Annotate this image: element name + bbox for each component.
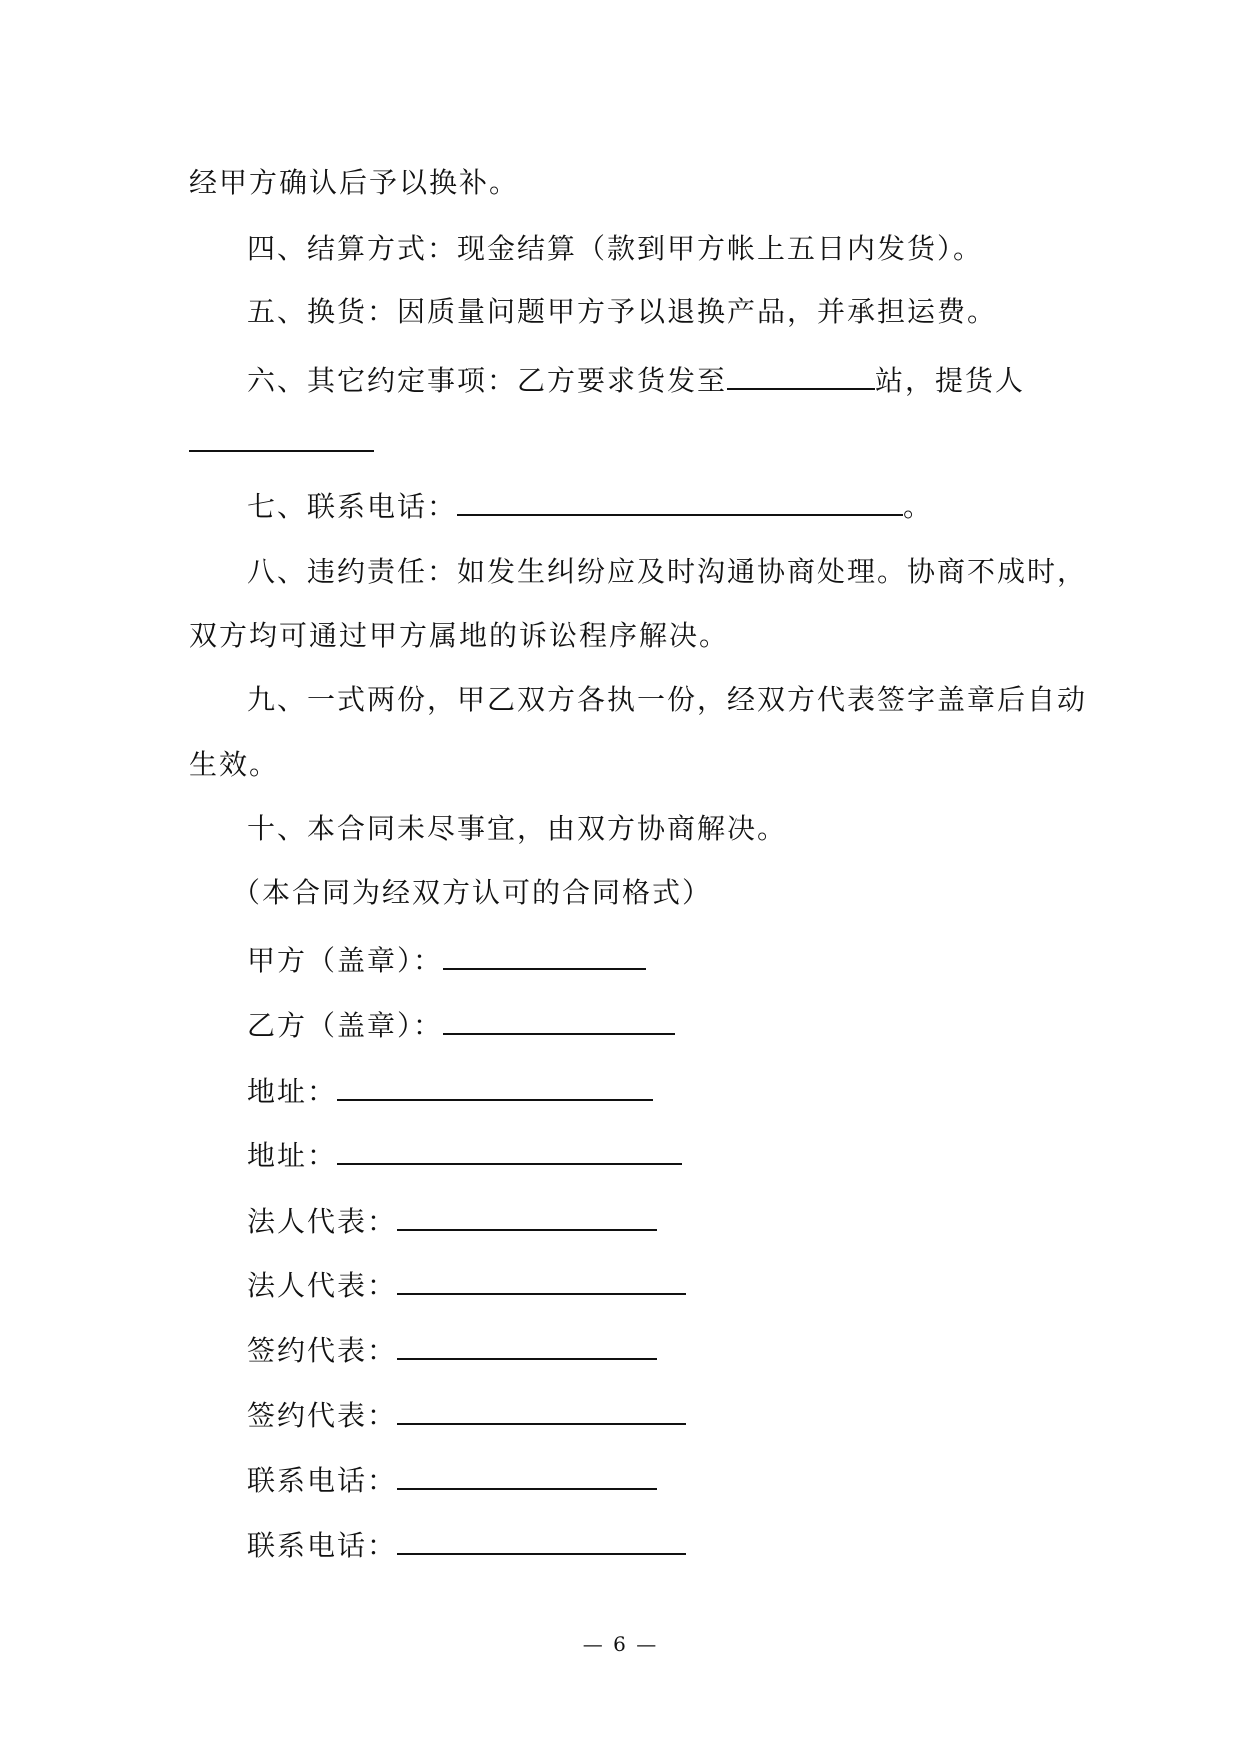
consignee-blank[interactable] xyxy=(189,420,374,452)
clause-8-breach xyxy=(247,552,1087,592)
page-number: — 6 — xyxy=(582,1632,659,1656)
party-b-phone-blank[interactable] xyxy=(397,1523,686,1555)
consignee-blank-line xyxy=(189,420,374,460)
party-a-signatory-field xyxy=(247,1328,657,1368)
line-text: 五、换货：因质量问题甲方予以退换产品，并承担运费。 xyxy=(247,295,998,328)
clause-7-phone xyxy=(247,484,933,524)
line-text: 经甲方确认后予以换补。 xyxy=(189,166,520,199)
clause-4-settlement xyxy=(247,229,983,269)
line-text: 八、违约责任：如发生纠纷应及时沟通协商处理。协商不成时， xyxy=(247,555,1088,588)
party-a-address-blank[interactable] xyxy=(337,1069,653,1101)
field-label: 法人代表： xyxy=(247,1205,398,1238)
party-a-signatory-blank[interactable] xyxy=(397,1328,657,1360)
party-b-legal-rep-field xyxy=(247,1263,686,1303)
party-b-address-blank[interactable] xyxy=(337,1133,682,1165)
line-text: 十、本合同未尽事宜，由双方协商解决。 xyxy=(247,812,788,845)
line-text: 。 xyxy=(903,490,934,523)
station-blank[interactable] xyxy=(727,358,875,390)
line-text: （本合同为经双方认可的合同格式） xyxy=(232,876,713,909)
line-text: 站，提货人 xyxy=(875,364,1026,397)
party-b-signatory-blank[interactable] xyxy=(397,1393,686,1425)
contract-format-note xyxy=(232,873,712,913)
party-a-phone-field xyxy=(247,1458,657,1498)
party-b-address-field xyxy=(247,1133,682,1173)
paragraph-line xyxy=(189,616,729,656)
line-text: 七、联系电话： xyxy=(247,490,458,523)
field-label: 法人代表： xyxy=(247,1269,398,1302)
party-a-seal-field xyxy=(247,938,646,978)
paragraph-line xyxy=(189,163,519,203)
line-text: 双方均可通过甲方属地的诉讼程序解决。 xyxy=(189,619,730,652)
party-a-phone-blank[interactable] xyxy=(397,1458,657,1490)
clause-10-unresolved xyxy=(247,809,787,849)
party-b-phone-field xyxy=(247,1523,686,1563)
paragraph-line xyxy=(189,745,279,785)
field-label: 地址： xyxy=(247,1139,338,1172)
party-a-legal-rep-field xyxy=(247,1199,657,1239)
field-label: 甲方（盖章）： xyxy=(247,944,444,977)
line-text: 生效。 xyxy=(189,748,280,781)
phone-blank[interactable] xyxy=(457,484,903,516)
party-a-legal-rep-blank[interactable] xyxy=(397,1199,657,1231)
field-label: 乙方（盖章）： xyxy=(247,1009,444,1042)
field-label: 签约代表： xyxy=(247,1399,398,1432)
party-b-seal-blank[interactable] xyxy=(443,1003,675,1035)
line-text: 四、结算方式：现金结算（款到甲方帐上五日内发货）。 xyxy=(247,232,984,265)
party-b-legal-rep-blank[interactable] xyxy=(397,1263,686,1295)
clause-5-exchange xyxy=(247,292,997,332)
field-label: 签约代表： xyxy=(247,1334,398,1367)
line-text: 九、一式两份，甲乙双方各执一份，经双方代表签字盖章后自动 xyxy=(247,683,1088,716)
party-b-signatory-field xyxy=(247,1393,686,1433)
line-text: 六、其它约定事项：乙方要求货发至 xyxy=(247,364,728,397)
field-label: 地址： xyxy=(247,1075,338,1108)
clause-6-other-terms xyxy=(247,358,1025,398)
party-b-seal-field xyxy=(247,1003,675,1043)
field-label: 联系电话： xyxy=(247,1529,398,1562)
party-a-seal-blank[interactable] xyxy=(443,938,646,970)
field-label: 联系电话： xyxy=(247,1464,398,1497)
party-a-address-field xyxy=(247,1069,653,1109)
clause-9-copies xyxy=(247,680,1087,720)
